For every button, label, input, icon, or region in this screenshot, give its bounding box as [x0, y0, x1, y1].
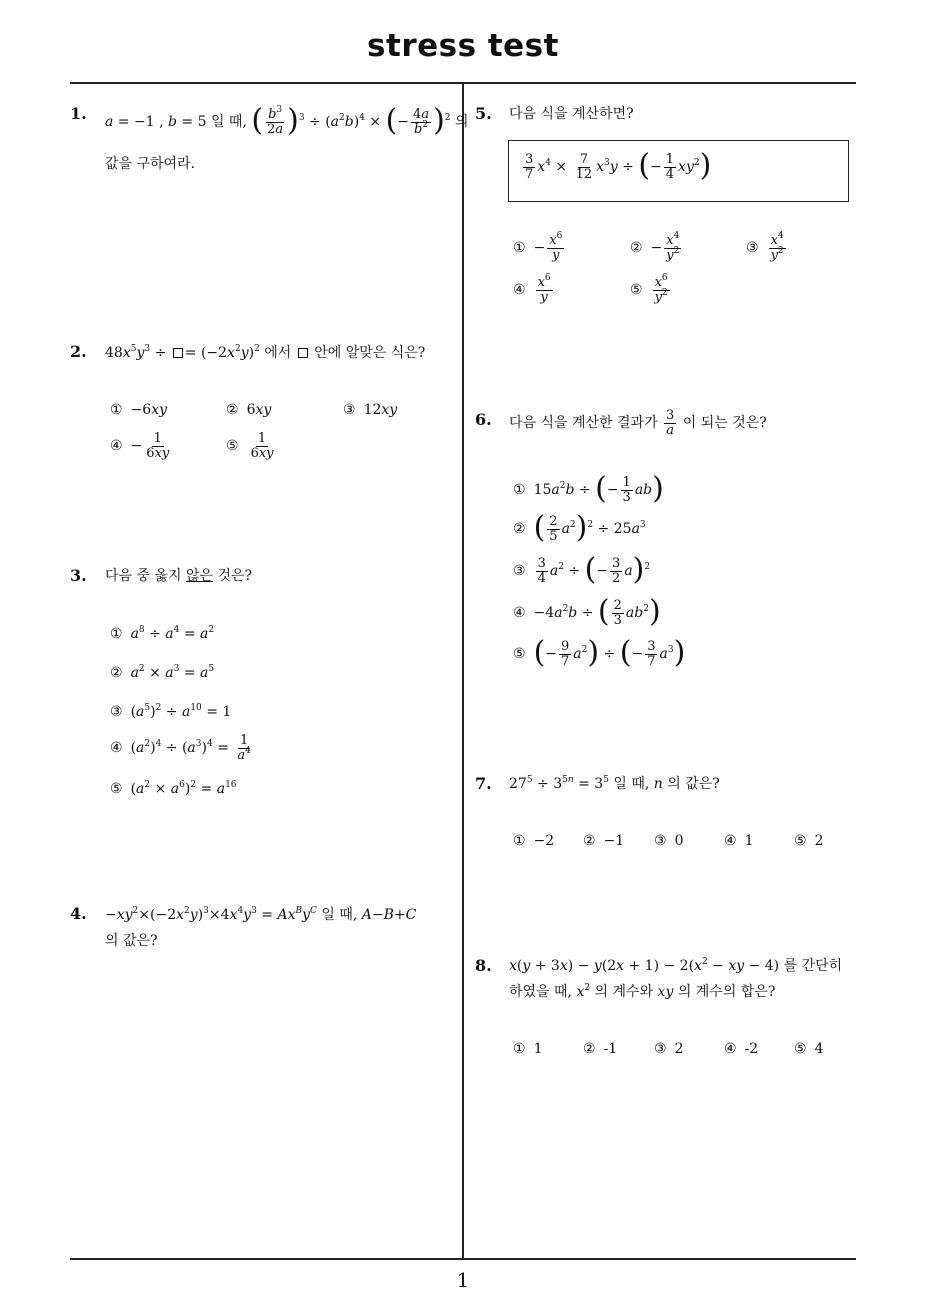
- expression: $\frac{3}{7}$ $x^4$ × $\frac{7}{12}$ $x^3y$ ÷ (− $\frac{1}{4}$ $xy^2$): [525, 148, 712, 184]
- question-number: 3.: [70, 566, 87, 585]
- expression-box: [508, 140, 849, 202]
- option[interactable]: ③ 12xy: [343, 402, 398, 418]
- question-text-line2: 값을 구하여라.: [105, 156, 196, 172]
- option[interactable]: ① $15a^2b$ ÷ (− $\frac{1}{3}$ ab): [513, 471, 664, 507]
- option[interactable]: ① − $\frac{x^6}{y}$: [513, 231, 563, 263]
- question-text: 다음 중 옳지 않은 것은?: [105, 568, 253, 584]
- question-text: 다음 식을 계산하면?: [509, 106, 634, 122]
- option[interactable]: ② −1: [583, 833, 625, 849]
- blank-box-icon: [298, 348, 308, 358]
- option[interactable]: ⑤ $(a^2 \times a^6)^2 = a^{16}$: [110, 780, 237, 797]
- option[interactable]: ③ $(a^5)^2 \div a^{10} = 1$: [110, 703, 232, 720]
- bottom-rule: [70, 1258, 856, 1260]
- question-number: 7.: [475, 774, 492, 793]
- option[interactable]: ④ − $\frac{1}{6xy}$: [110, 431, 170, 461]
- option[interactable]: ② − $\frac{x^4}{y^2}$: [630, 231, 680, 263]
- option[interactable]: ③ $\frac{x^4}{y^2}$: [746, 231, 784, 263]
- option[interactable]: ⑤ (− $\frac{9}{7}$ $a^2$) ÷ (− $\frac{3}{7}$ $a^3$): [513, 635, 686, 671]
- question-number: 8.: [475, 956, 492, 975]
- question-text: $48x^5y^3$ ÷ = $(-2x^2y)^2$ 에서 안에 알맞은 식은?: [105, 344, 426, 361]
- option[interactable]: ② $a^2 \times a^3 = a^5$: [110, 664, 215, 681]
- question-number: 5.: [475, 104, 492, 123]
- option[interactable]: ⑤ $\frac{1}{6xy}$: [226, 431, 274, 461]
- option[interactable]: ③ $\frac{3}{4}$ $a^2$ ÷ (− $\frac{3}{2}$ a)$^2$: [513, 552, 651, 588]
- page-title: stress test: [367, 28, 559, 64]
- option[interactable]: ⑤ $\frac{x^6}{y^2}$: [630, 273, 668, 305]
- option[interactable]: ④ $\frac{x^6}{y}$: [513, 273, 551, 305]
- option[interactable]: ① 1: [513, 1041, 543, 1057]
- page-number: 1: [456, 1268, 470, 1292]
- question-text: $x(y + 3x) - y(2x + 1) - 2(x^2$ − xy − 4) 를 간단히: [509, 957, 843, 974]
- option[interactable]: ④ 1: [724, 833, 754, 849]
- question-number: 2.: [70, 342, 87, 361]
- question-text: $27^5 \div 3^{5n} = 3^5$ 일 때, n 의 값은?: [509, 775, 720, 792]
- option[interactable]: ③ 0: [654, 833, 684, 849]
- question-number: 6.: [475, 410, 492, 429]
- option[interactable]: ④ $-4a^2b$ ÷ ( $\frac{2}{3}$ $ab^2$): [513, 594, 661, 630]
- column-divider: [462, 83, 464, 1258]
- option[interactable]: ① $a^8 \div a^4 = a^2$: [110, 625, 215, 642]
- question-text-line2: 하였을 때, $x^2$ 의 계수와 xy 의 계수의 합은?: [509, 983, 776, 1000]
- option[interactable]: ④ $(a^2)^4 \div (a^3)^4$ = $\frac{1}{a^4}$: [110, 733, 251, 763]
- question-text: a = −1 , b = 5 일 때, ( $\frac{b^3}{2a}$ )$^3 \div (a^2b)^4$ × (− $\frac{4a}{b^2}$ )$^2$ 의: [105, 103, 469, 139]
- option[interactable]: ⑤ 2: [794, 833, 824, 849]
- question-number: 1.: [70, 104, 87, 123]
- option[interactable]: ⑤ 4: [794, 1041, 824, 1057]
- option[interactable]: ① −6xy: [110, 402, 168, 418]
- option[interactable]: ② ( $\frac{2}{5}$ $a^2)^2 \div 25a^3$: [513, 510, 646, 546]
- blank-box-icon: [173, 348, 183, 358]
- question-text: 다음 식을 계산한 결과가 $\frac{3}{a}$ 이 되는 것은?: [509, 408, 767, 438]
- option[interactable]: ③ 2: [654, 1041, 684, 1057]
- question-text: $-xy^2\times(-2x^2y)^3\times 4x^4y^3 = Ax^By^C$ 일 때, A−B+C: [105, 906, 417, 923]
- question-number: 4.: [70, 904, 87, 923]
- option[interactable]: ② -1: [583, 1041, 618, 1057]
- option[interactable]: ① −2: [513, 833, 555, 849]
- option[interactable]: ② 6xy: [226, 402, 272, 418]
- question-text-line2: 의 값은?: [105, 933, 158, 949]
- option[interactable]: ④ -2: [724, 1041, 759, 1057]
